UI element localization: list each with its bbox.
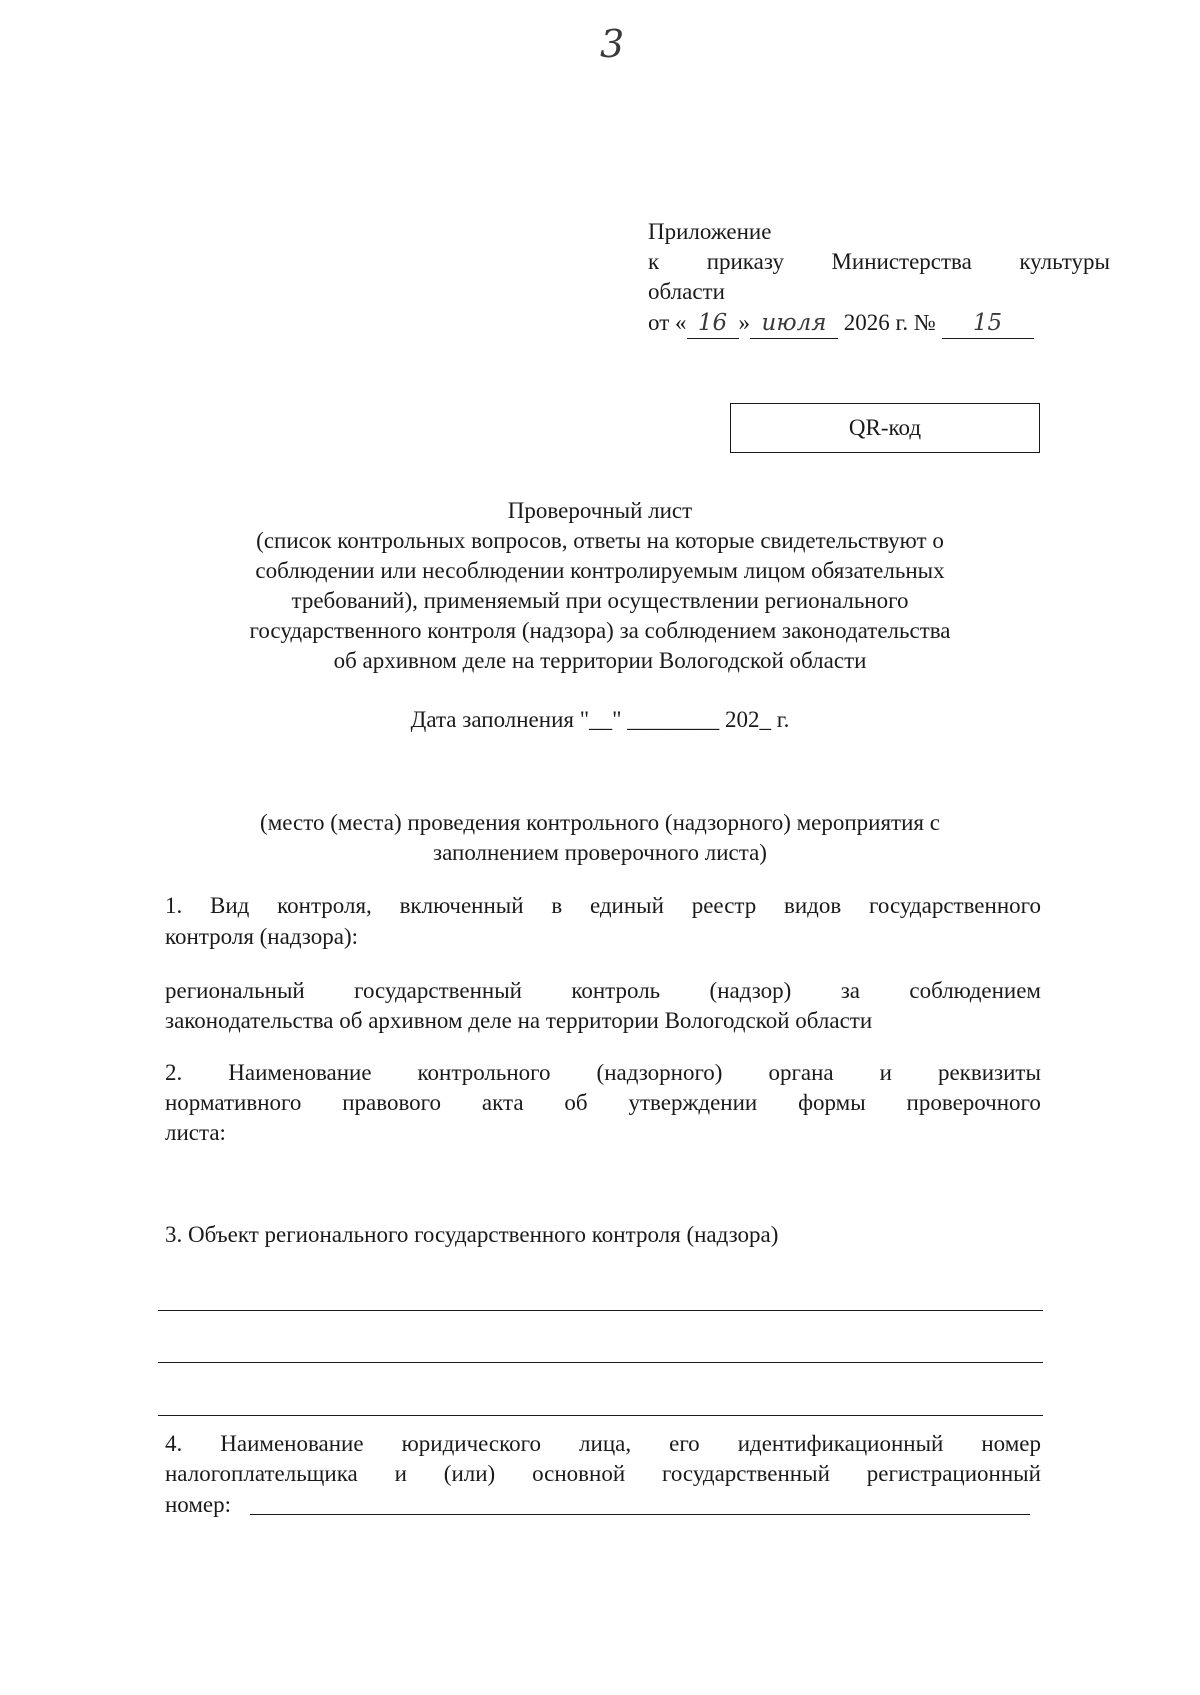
item1-answer-line1: [165, 976, 1041, 1006]
item1-answer-word: за: [840, 978, 860, 1003]
page-number: 3: [600, 22, 625, 66]
date-prefix: от «: [648, 310, 687, 335]
item2-word: Наименование: [228, 1060, 372, 1085]
item4-word: налогоплательщика: [165, 1461, 358, 1486]
item4-word: 4.: [165, 1431, 183, 1456]
heading-line: государственного контроля (надзора) за соблюдением законодательства: [249, 618, 951, 643]
item4-word: государственный: [662, 1461, 830, 1486]
item1-word: включенный: [399, 893, 524, 918]
appendix-word: Министерства: [831, 249, 972, 274]
appendix-title: Приложение: [648, 219, 772, 244]
appendix-order-line: [648, 247, 1110, 277]
date-mid: »: [738, 310, 750, 335]
item4-line1: [165, 1429, 1041, 1459]
item2-word: утверждении: [628, 1090, 758, 1115]
item2-word: правового: [342, 1090, 442, 1115]
item2-word: и: [879, 1060, 892, 1085]
item1-answer-word: контроль: [571, 978, 661, 1003]
handwritten-month: июля: [750, 308, 838, 339]
blank-line: [158, 1310, 1043, 1311]
heading-line: требований), применяемый при осуществлении регионального: [291, 588, 909, 613]
item1-answer-word: (надзор): [709, 978, 792, 1003]
item2-word: формы: [798, 1090, 866, 1115]
item1-word: Вид: [210, 893, 250, 918]
handwritten-number: 15: [942, 308, 1034, 339]
item4-line3: номер:: [165, 1492, 232, 1517]
fill-date: Дата заполнения "__" ________ 202_ г.: [410, 707, 790, 732]
heading-line: (список контрольных вопросов, ответы на которые свидетельствуют о: [256, 528, 944, 553]
appendix-date-line: [648, 308, 1034, 339]
blank-line: [250, 1514, 1030, 1515]
item1-word: контроля,: [277, 893, 372, 918]
item4-line2: [165, 1459, 1041, 1489]
appendix-region: области: [648, 279, 725, 304]
item4-word: (или): [443, 1461, 496, 1486]
item1-word: единый: [589, 893, 664, 918]
item2-word: (надзорного): [596, 1060, 723, 1085]
date-year-number: 2026 г. №: [843, 310, 936, 335]
blank-line: [158, 1362, 1043, 1363]
place-caption: (место (места) проведения контрольного (надзорного) мероприятия с: [260, 810, 940, 835]
item1-word: государственного: [869, 893, 1041, 918]
appendix-word: культуры: [1019, 249, 1110, 274]
item4-word: регистрационный: [866, 1461, 1041, 1486]
qr-code-box: QR-код: [730, 403, 1040, 453]
appendix-word: приказу: [706, 249, 784, 274]
item1-answer-word: региональный: [165, 978, 305, 1003]
item1-answer-line2: законодательства об архивном деле на территории Вологодской области: [165, 1008, 873, 1033]
item1-answer-word: государственный: [354, 978, 522, 1003]
item4-word: Наименование: [220, 1431, 364, 1456]
item4-word: его: [669, 1431, 700, 1456]
appendix-word: к: [648, 249, 660, 274]
item2-line2: [165, 1088, 1041, 1118]
item3-text: 3. Объект регионального государственного контроля (надзора): [165, 1222, 779, 1247]
item1-word: в: [551, 893, 563, 918]
item1-line1: [165, 891, 1041, 921]
item2-word: об: [564, 1090, 588, 1115]
heading-line: об архивном деле на территории Вологодской области: [333, 648, 867, 673]
item1-word: реестр: [691, 893, 757, 918]
item4-word: номер: [981, 1431, 1041, 1456]
item2-word: контрольного: [417, 1060, 551, 1085]
item4-word: основной: [532, 1461, 626, 1486]
item2-word: органа: [768, 1060, 834, 1085]
item4-word: юридического: [401, 1431, 542, 1456]
blank-line: [158, 1415, 1043, 1416]
item1-answer-word: соблюдением: [909, 978, 1041, 1003]
heading-line: соблюдении или несоблюдении контролируемым лицом обязательных: [255, 558, 945, 583]
item2-line3: листа:: [165, 1120, 226, 1145]
item2-word: реквизиты: [937, 1060, 1041, 1085]
item2-line1: [165, 1058, 1041, 1088]
item2-word: акта: [481, 1090, 524, 1115]
item2-word: проверочного: [906, 1090, 1041, 1115]
item2-word: 2.: [165, 1060, 183, 1085]
place-caption: заполнением проверочного листа): [433, 840, 767, 865]
item4-word: и: [394, 1461, 407, 1486]
item4-word: лица,: [579, 1431, 632, 1456]
item2-word: нормативного: [165, 1090, 302, 1115]
handwritten-day: 16: [687, 308, 739, 339]
item1-word: 1.: [165, 893, 183, 918]
item4-word: идентификационный: [737, 1431, 944, 1456]
item1-word: видов: [784, 893, 842, 918]
item1-line2: контроля (надзора):: [165, 924, 359, 949]
document-title: Проверочный лист: [507, 498, 693, 523]
